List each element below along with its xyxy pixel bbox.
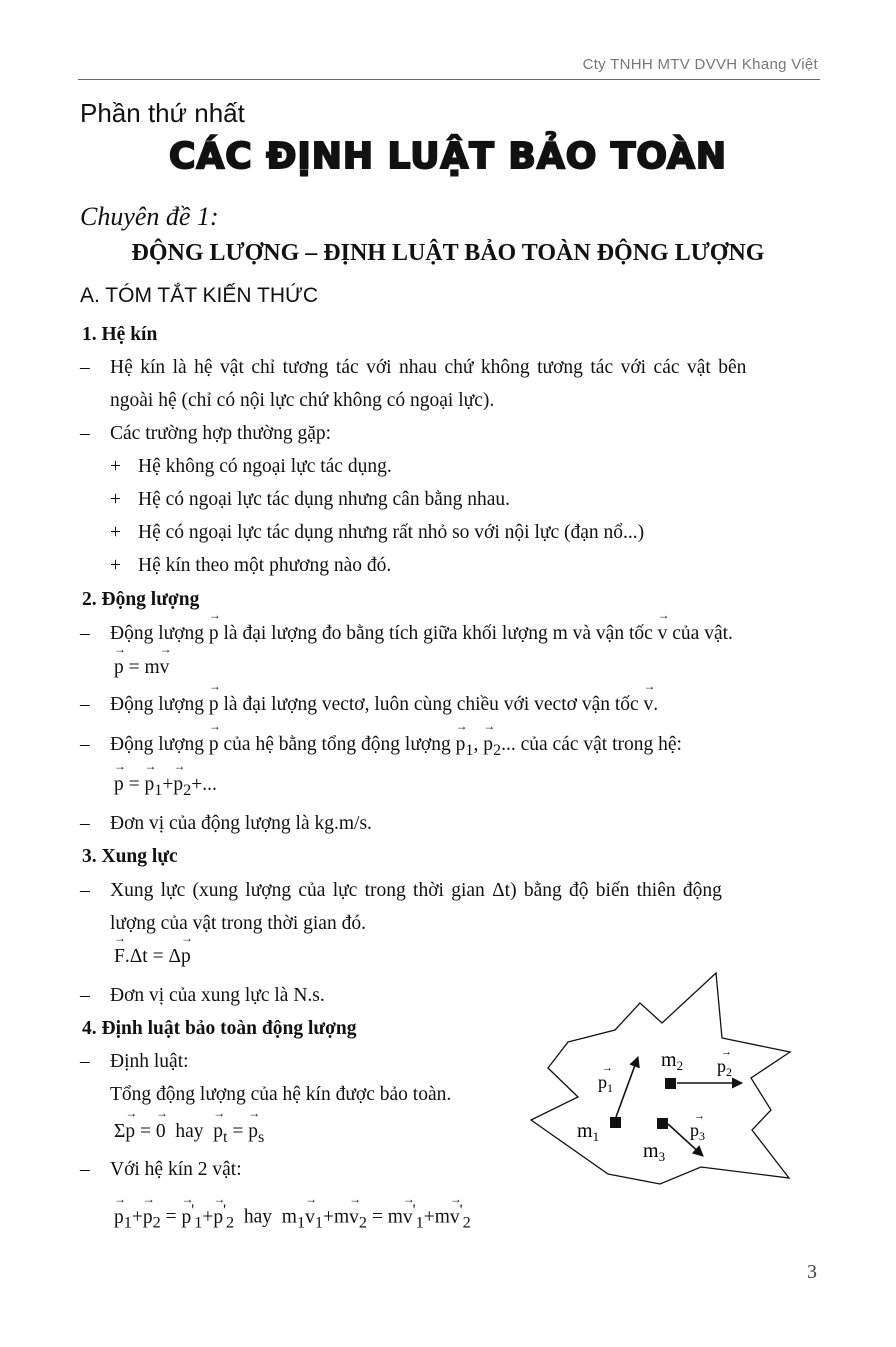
heading-dong-luong: 2. Động lượng bbox=[82, 589, 200, 610]
section-heading: A. TÓM TẮT KIẾN THỨC bbox=[80, 284, 319, 307]
he-kin-def-line1: Hệ kín là hệ vật chỉ tương tác với nhau chứ không tương tác với các vật bên bbox=[110, 357, 747, 378]
impulse-unit: Đơn vị của xung lực là N.s. bbox=[110, 985, 325, 1006]
case-no-external-force: Hệ không có ngoại lực tác dụng. bbox=[138, 456, 392, 477]
plus-marker: + bbox=[110, 489, 121, 510]
heading-conservation-law: 4. Định luật bảo toàn động lượng bbox=[82, 1018, 357, 1039]
case-small-external-force: Hệ có ngoại lực tác dụng nhưng rất nhỏ so với nội lực (đạn nổ...) bbox=[138, 522, 645, 543]
case-balanced-forces: Hệ có ngoại lực tác dụng nhưng cân bằng nhau. bbox=[138, 489, 511, 510]
common-cases-intro: Các trường hợp thường gặp: bbox=[110, 423, 332, 444]
he-kin-def-line2: ngoài hệ (chỉ có nội lực chứ không có ngoại lực). bbox=[110, 390, 495, 411]
law-statement: Tổng động lượng của hệ kín được bảo toàn. bbox=[110, 1084, 452, 1105]
part-title: Phần thứ nhất bbox=[80, 98, 245, 128]
label-p2: $p_2$ bbox=[717, 1056, 732, 1079]
header-rule bbox=[78, 79, 820, 80]
formula-p-mv: → p = m→ v bbox=[114, 656, 169, 680]
label-p3: $p_3$ bbox=[690, 1120, 705, 1143]
dash-marker: – bbox=[80, 1159, 90, 1180]
plus-marker: + bbox=[110, 456, 121, 477]
formula-two-body: → $p_1+\to p_2$ = → $p'_1+\to p'_2$ hay $m_1\to v_1+m\to v_2 = m\to v'_1+m\to v'_2$ bbox=[114, 1198, 471, 1234]
mass-m1-square bbox=[610, 1117, 621, 1128]
label-m3: $m_3$ bbox=[643, 1140, 666, 1164]
vector-p1-arrow bbox=[616, 1057, 638, 1117]
dash-marker: – bbox=[80, 1051, 90, 1072]
law-label: Định luật: bbox=[110, 1051, 189, 1072]
dash-marker: – bbox=[80, 734, 90, 755]
heading-he-kin: 1. Hệ kín bbox=[82, 324, 158, 345]
formula-sum-momentum: → p = → $p_1+\to p_2+$... bbox=[114, 773, 217, 802]
plus-marker: + bbox=[110, 522, 121, 543]
closed-system-diagram bbox=[528, 968, 804, 1190]
momentum-vector-def: Động lượng → p là đại lượng vectơ, luôn cùng chiều với vectơ vận tốc → v. bbox=[110, 693, 658, 717]
impulse-def-line1: Xung lực (xung lượng của lực trong thời gian Δt) bằng độ biến thiên động bbox=[110, 880, 722, 901]
main-title: CÁC ĐỊNH LUẬT BẢO TOÀN bbox=[168, 136, 728, 177]
dash-marker: – bbox=[80, 423, 90, 444]
heading-xung-luc: 3. Xung lực bbox=[82, 846, 178, 867]
momentum-def: Động lượng → p là đại lượng đo bằng tích giữa khối lượng m và vận tốc → v của vật. bbox=[110, 622, 733, 646]
mass-m2-square bbox=[665, 1078, 676, 1089]
momentum-unit: Đơn vị của động lượng là kg.m/s. bbox=[110, 813, 372, 834]
page-number: 3 bbox=[807, 1261, 817, 1283]
label-p3-arrow-mark: → bbox=[694, 1110, 705, 1122]
publisher-name: Cty TNHH MTV DVVH Khang Việt bbox=[582, 56, 818, 73]
formula-impulse: → F.Δt = Δ→ p bbox=[114, 945, 191, 969]
label-m2: $m_2$ bbox=[661, 1049, 684, 1073]
label-p1-arrow-mark: → bbox=[602, 1062, 613, 1074]
plus-marker: + bbox=[110, 555, 121, 576]
chapter-label: Chuyên đề 1: bbox=[80, 202, 219, 231]
label-m1: $m_1$ bbox=[577, 1120, 600, 1144]
formula-conservation: Σ→ p = → 0 hay → $p_t$ = → $p_s$ bbox=[114, 1120, 264, 1149]
label-p1: $p_1$ bbox=[598, 1072, 613, 1095]
impulse-def-line2: lượng của vật trong thời gian đó. bbox=[110, 913, 366, 934]
dash-marker: – bbox=[80, 357, 90, 378]
topic-title: ĐỘNG LƯỢNG – ĐỊNH LUẬT BẢO TOÀN ĐỘNG LƯỢNG bbox=[131, 240, 765, 266]
vector-v: → v bbox=[658, 622, 668, 646]
vector-p: → p bbox=[209, 622, 219, 646]
dash-marker: – bbox=[80, 985, 90, 1006]
two-body-label: Với hệ kín 2 vật: bbox=[110, 1159, 242, 1180]
system-momentum-def: Động lượng → p của hệ bằng tổng động lượng → $p_1$, → $p_2$... của các vật trong hệ: bbox=[110, 733, 682, 762]
dash-marker: – bbox=[80, 623, 90, 644]
dash-marker: – bbox=[80, 880, 90, 901]
case-one-direction: Hệ kín theo một phương nào đó. bbox=[138, 555, 392, 576]
dash-marker: – bbox=[80, 694, 90, 715]
label-p2-arrow-mark: → bbox=[721, 1046, 732, 1058]
mass-m3-square bbox=[657, 1118, 668, 1129]
dash-marker: – bbox=[80, 813, 90, 834]
